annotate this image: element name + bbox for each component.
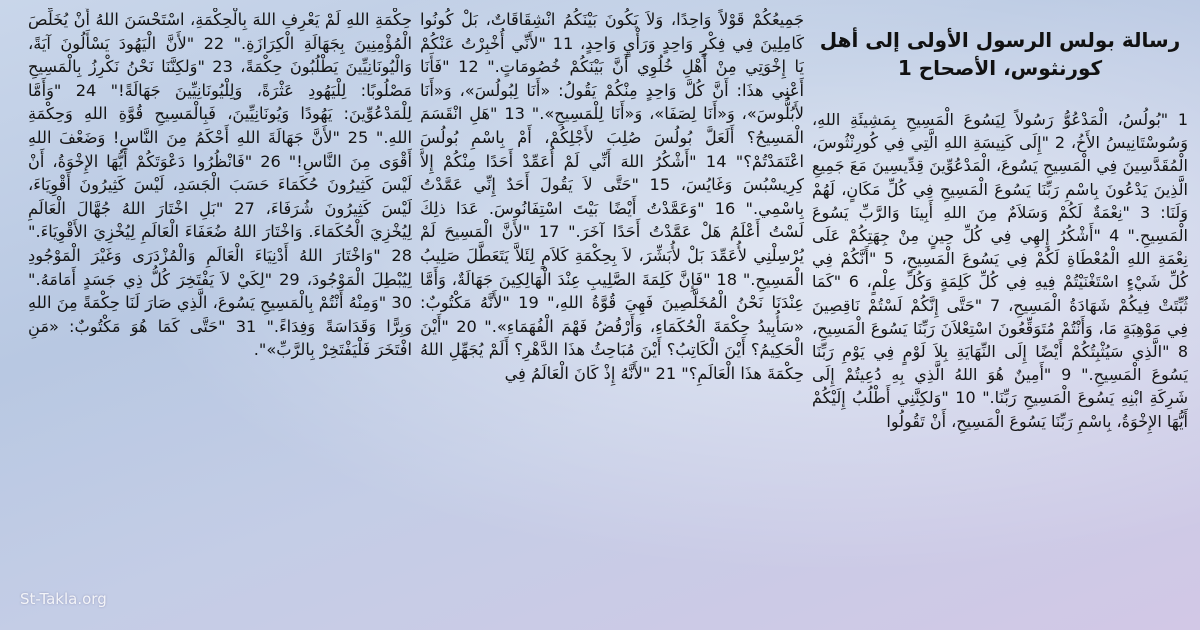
verses-21-31: حِكْمَةِ اللهِ لَمْ يَعْرِفِ اللهَ بِالْحِكْمَةِ، اسْتَحْسَنَ اللهُ أَنْ يُخَلِّصَ الْمُؤْمِنِينَ بِجَهَالَةِ الْكِرَازَةِ." 22 "لأَنَّ الْيَهُودَ يَسْأَلُونَ آيَةً، وَالْيُونَانِيِّينَ يَطْلُبُونَ حِكْمَةً، 23 "وَلكِنَّنَا نَحْنُ نَكْرِزُ بِالْمَسِيحِ مَصْلُوبًا: لِلْيَهُودِ عَثْرَةً، وَلِلْيُونَانِيِّينَ جَهَالَةً!" 24 "وَأَمَّا لِلْمَدْعُوِّينَ: يَهُودًا وَيُونَانِيِّينَ، فَبِالْمَسِيحِ قُوَّةِ اللهِ وَحِكْمَةِ اللهِ." 25 "لأَنَّ جَهَالَةَ اللهِ أَحْكَمُ مِنَ النَّاسِ! وَضَعْفَ اللهِ أَقْوَى مِنَ النَّاسِ!" 26 "فَانْظُرُوا دَعْوَتَكُمْ أَيُّهَا الإِخْوَةُ، أَنْ لَيْسَ كَثِيرُونَ حُكَمَاءَ حَسَبَ الْجَسَدِ، لَيْسَ كَثِيرُونَ أَقْوِيَاءَ، لَيْسَ كَثِيرُونَ شُرَفَاءَ، 27 "بَلِ اخْتَارَ اللهُ جُهَّالَ الْعَالَمِ لِيُخْزِيَ الْحُكَمَاءَ. وَاخْتَارَ اللهُ ضُعَفَاءَ الْعَالَمِ لِيُخْزِيَ الأَقْوِيَاءَ." 28 "وَاخْتَارَ اللهُ أَدْنِيَاءَ الْعَالَمِ وَالْمُزْدَرَى وَغَيْرَ الْمَوْجُودِ لِيُبْطِلَ الْمَوْجُودَ، 29 "لِكَيْ لاَ يَفْتَخِرَ كُلُّ ذِي جَسَدٍ أَمَامَهُ." 30 "وَمِنْهُ أَنْتُمْ بِالْمَسِيحِ يَسُوعَ، الَّذِي صَارَ لَنَا حِكْمَةً مِنَ اللهِ وَبِرًّا وَقَدَاسَةً وَفِدَاءً." 31 "حَتَّى كَمَا هُوَ مَكْتُوبٌ: «مَنِ افْتَخَرَ فَلْيَفْتَخِرْ بِالرَّبِّ»". xyxy=(28,10,412,360)
text-column-right xyxy=(812,8,1188,622)
page-title: رسالة بولس الرسول الأولى إلى أهل كورنثوس، الأصحاح 1 xyxy=(819,28,1181,80)
text-column-middle xyxy=(420,8,804,622)
site-watermark: St-Takla.org xyxy=(20,590,107,608)
verses-10-21: جَمِيعُكُمْ قَوْلاً وَاحِدًا، وَلاَ يَكُونَ بَيْنَكُمُ انْشِقَاقَاتٌ، بَلْ كُونُوا كَامِلِينَ فِي فِكْرٍ وَاحِدٍ وَرَأْيٍ وَاحِدٍ، 11 "لأَنِّي أُخْبِرْتُ عَنْكُمْ يَا إِخْوَتِي مِنْ أَهْلِ خُلُوِي أَنَّ بَيْنَكُمْ خُصُومَاتٍ." 12 "فَأَنَا أَعْنِي هذَا: أَنَّ كُلَّ وَاحِدٍ مِنْكُمْ يَقُولُ: «أَنَا لِبُولُسَ»، وَ«أَنَا لأَبُلُّوسَ»، وَ«أَنَا لِصَفَا»، وَ«أَنَا لِلْمَسِيحِ»." 13 "هَلِ انْقَسَمَ الْمَسِيحُ؟ أَلَعَلَّ بُولُسَ صُلِبَ لأَجْلِكُمْ، أَمْ بِاسْمِ بُولُسَ اعْتَمَدْتُمْ؟" 14 "أَشْكُرُ اللهَ أَنِّي لَمْ أُعَمِّدْ أَحَدًا مِنْكُمْ إِلاَّ كِرِيسْبُسَ وَغَايُسَ، 15 "حَتَّى لاَ يَقُولَ أَحَدٌ إِنِّي عَمَّدْتُ بِاسْمِي." 16 "وَعَمَّدْتُ أَيْضًا بَيْتَ اسْتِفَانُوسَ. عَدَا ذلِكَ لَسْتُ أَعْلَمُ هَلْ عَمَّدْتُ أَحَدًا آخَرَ." 17 "لأَنَّ الْمَسِيحَ لَمْ يُرْسِلْنِي لأُعَمِّدَ بَلْ لأُبَشِّرَ، لاَ بِحِكْمَةِ كَلاَمٍ لِئَلاَّ يَتَعَطَّلَ صَلِيبُ الْمَسِيحِ." 18 "فَإِنَّ كَلِمَةَ الصَّلِيبِ عِنْدَ الْهَالِكِينَ جَهَالَةٌ، وَأَمَّا عِنْدَنَا نَحْنُ الْمُخَلَّصِينَ فَهِيَ قُوَّةُ اللهِ،" 19 "لأَنَّهُ مَكْتُوبٌ: «سَأُبِيدُ حِكْمَةَ الْحُكَمَاءِ، وَأَرْفُضُ فَهْمَ الْفُهَمَاءِ»." 20 "أَيْنَ الْحَكِيمُ؟ أَيْنَ الْكَاتِبُ؟ أَيْنَ مُبَاحِثُ هذَا الدَّهْرِ؟ أَلَمْ يُجَهِّلِ اللهُ حِكْمَةَ هذَا الْعَالَمِ؟" 21 "لأَنَّهُ إِذْ كَانَ الْعَالَمُ فِي xyxy=(420,10,804,383)
verses-1-10: 1 "بُولُسُ، الْمَدْعُوُّ رَسُولاً لِيَسُوعَ الْمَسِيحِ بِمَشِيئَةِ اللهِ، وَسُوسْتَانِيسُ الأَخُ، 2 "إِلَى كَنِيسَةِ اللهِ الَّتِي فِي كُورِنْثُوسَ، الْمُقَدَّسِينَ فِي الْمَسِيحِ يَسُوعَ، الْمَدْعُوِّينَ قِدِّيسِينَ مَعَ جَمِيعِ الَّذِينَ يَدْعُونَ بِاسْمِ رَبِّنَا يَسُوعَ الْمَسِيحِ فِي كُلِّ مَكَانٍ، لَهُمْ وَلَنَا: 3 "نِعْمَةٌ لَكُمْ وَسَلاَمٌ مِنَ اللهِ أَبِينَا وَالرَّبِّ يَسُوعَ الْمَسِيحِ." 4 "أَشْكُرُ إِلهِي فِي كُلِّ حِينٍ مِنْ جِهَتِكُمْ عَلَى نِعْمَةِ اللهِ الْمُعْطَاةِ لَكُمْ فِي يَسُوعَ الْمَسِيحِ، 5 "أَنَّكُمْ فِي كُلِّ شَيْءٍ اسْتَغْنَيْتُمْ فِيهِ فِي كُلِّ كَلِمَةٍ وَكُلِّ عِلْمٍ، 6 "كَمَا ثُبِّتَتْ فِيكُمْ شَهَادَةُ الْمَسِيحِ، 7 "حَتَّى إِنَّكُمْ لَسْتُمْ نَاقِصِينَ فِي مَوْهِبَةٍ مَا، وَأَنْتُمْ مُتَوَقِّعُونَ اسْتِعْلاَنَ رَبِّنَا يَسُوعَ الْمَسِيحِ، 8 "الَّذِي سَيُثْبِتُكُمْ أَيْضًا إِلَى النِّهَايَةِ بِلاَ لَوْمٍ فِي يَوْمِ رَبِّنَا يَسُوعَ الْمَسِيحِ." 9 "أَمِينٌ هُوَ اللهُ الَّذِي بِهِ دُعِيتُمْ إِلَى شَرِكَةِ ابْنِهِ يَسُوعَ الْمَسِيحِ رَبِّنَا." 10 "وَلكِنَّنِي أَطْلُبُ إِلَيْكُمْ أَيُّهَا الإِخْوَةُ، بِاسْمِ رَبِّنَا يَسُوعَ الْمَسِيحِ، أَنْ تَقُولُوا xyxy=(812,110,1188,431)
text-column-left xyxy=(28,8,412,622)
